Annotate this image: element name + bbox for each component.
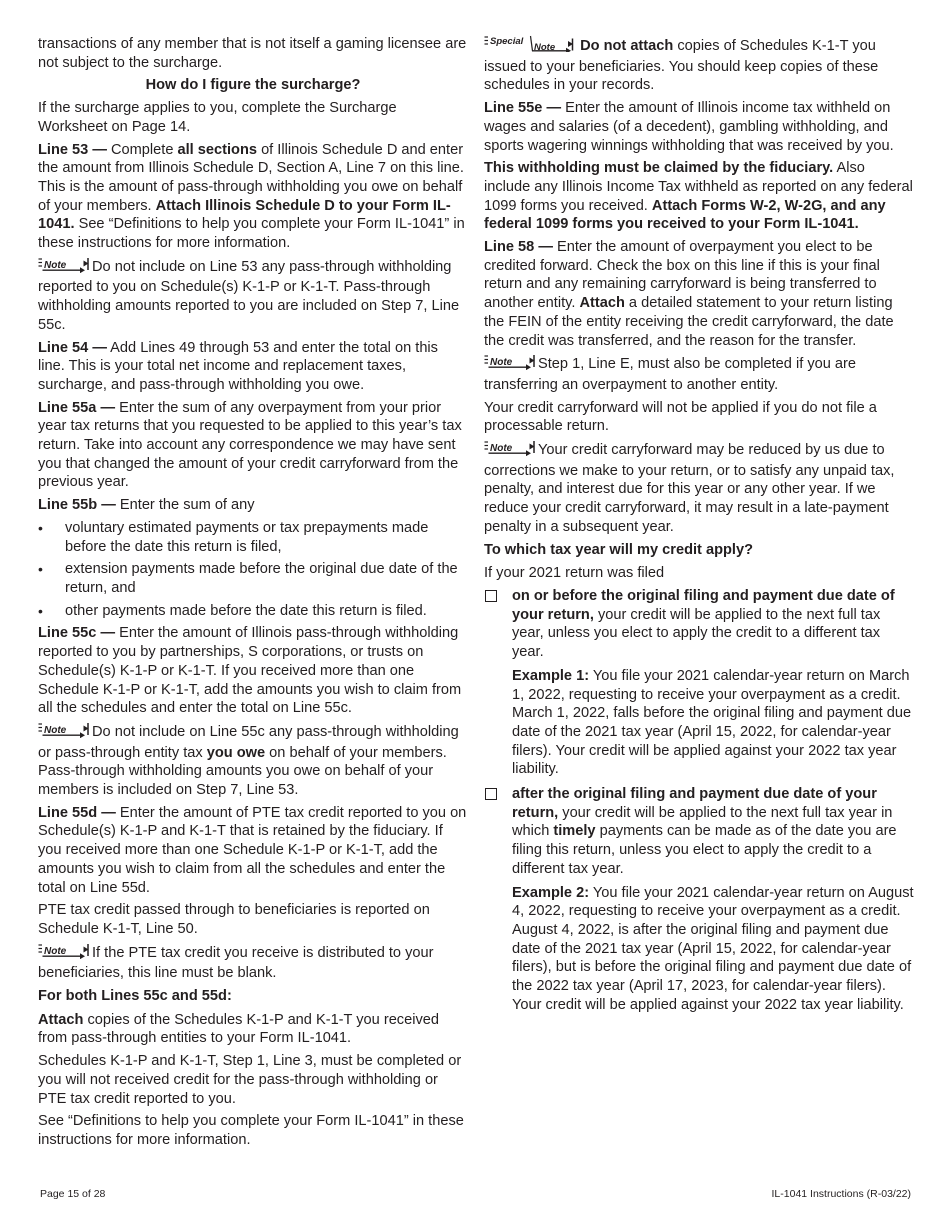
note-paragraph-2 <box>38 722 468 800</box>
special-note-text: copies of Schedules K-1-T you issued to your beneficiaries. You should keep copies of these schedules in your records. <box>484 38 879 94</box>
line-53-label: Line 53 — <box>38 141 107 158</box>
line-55d-text: Enter the amount of PTE tax credit reported to you on Schedule(s) K-1-P and K-1-T that is retained by the fiduciary. If you received more than one Schedule K-1-P or K-1-T, add the amounts you wish to claim from all the schedules and enter the total on Line 55d. <box>38 804 467 896</box>
example-2-label: Example 2: <box>512 884 590 901</box>
note-2-text-1: Do not include on Line 55c any pass-through withholding or pass-through entity tax <box>38 723 459 761</box>
note-2-text-2: on behalf of your members. Pass-through withholding amounts you owe on behalf of your members is included on Step 7, Line 53. <box>38 744 447 799</box>
list-item-text: other payments made before the date this return is filed. <box>65 602 427 619</box>
example-2-paragraph <box>512 884 914 1015</box>
line-55c-text: Enter the amount of Illinois pass-through withholding reported to you by partnerships, S corporations, or trusts on Schedule(s) K-1-P or K-1-T. If you received more than one Schedule K-1-P or K-1-T, add the amounts you wish to claim from all the schedules and enter the total on Line 55c. <box>38 625 462 717</box>
note-icon-label: Note <box>44 945 67 957</box>
left-column <box>38 35 468 1154</box>
line-55c-paragraph <box>38 624 468 718</box>
line-53-bold-1: all sections <box>177 141 258 158</box>
withholding-bold-2: Attach Forms W-2, W-2G, and any federal 1099 forms you received to your Form IL-1041. <box>484 197 886 233</box>
example-1-label: Example 1: <box>512 667 590 684</box>
line-55e-label: Line 55e — <box>484 100 562 117</box>
example-2-text: You file your 2021 calendar-year return on August 4, 2022, requesting to receive your overpayment as a credit. August 4, 2022, is after the original filing and payment due date of the 2021 tax year (April 15, 2022, for calendar-year filers), but is before the original filing and payment due date of the 2022 tax year (April 17, 2023, for calendar-year filers). Your credit will be applied against your 2022 tax year liability. <box>512 884 914 1013</box>
withholding-text: Also include any Illinois Income Tax withheld as reported on any federal 1099 forms you received. <box>484 160 913 214</box>
note-icon <box>38 943 90 965</box>
line-53-bold-2: Attach Illinois Schedule D to your Form IL-1041. <box>38 197 451 233</box>
see-definitions-paragraph: See “Definitions to help you complete your Form IL-1041” in these instructions for more information. <box>38 1113 464 1148</box>
note-2-bold: you owe <box>206 744 266 761</box>
line-54-text: Add Lines 49 through 53 and enter the total on this line. This is your total net income and replacement taxes, surcharge, and pass-through withholding you owe. <box>38 339 438 393</box>
example-1-paragraph <box>512 667 914 779</box>
line-54-paragraph <box>38 339 468 395</box>
line-54-label: Line 54 — <box>38 339 107 356</box>
note-1-text: Do not include on Line 53 any pass-through withholding reported to you on Schedule(s) K-1-P or K-1-T. Pass-through withholding amounts reported to you are included on Step 7, Line 55c. <box>38 258 460 333</box>
list-item-text: extension payments made before the original due date of the return, and <box>65 561 458 596</box>
attach-paragraph <box>38 1011 468 1048</box>
checkbox-list <box>484 587 914 662</box>
page-number: Page 15 of 28 <box>40 1188 106 1200</box>
note-icon-label: Note <box>490 357 513 369</box>
line-53-text-1: Complete <box>106 141 178 158</box>
line-55d-paragraph <box>38 804 468 898</box>
list-item <box>484 587 914 662</box>
list-item <box>38 602 468 621</box>
check-2-bold-1: after the original filing and payment due date of your return, <box>512 786 877 821</box>
list-item <box>38 560 468 597</box>
line-55b-text: Enter the sum of any <box>115 497 255 514</box>
special-note-paragraph <box>484 35 914 95</box>
attach-text: copies of the Schedules K-1-P and K-1-T you received from pass-through entities to your Form IL-1041. <box>38 1011 439 1047</box>
if-filed-paragraph: If your 2021 return was filed <box>484 565 665 582</box>
check-1-bold: on or before the original filing and payment due date of your return, <box>512 587 895 623</box>
pte-paragraph: PTE tax credit passed through to beneficiaries is reported on Schedule K-1-T, Line 50. <box>38 902 430 937</box>
surcharge-heading: How do I figure the surcharge? <box>145 77 361 94</box>
bullet-icon: • <box>38 561 43 578</box>
line-58-paragraph <box>484 238 914 350</box>
line-55a-label: Line 55a — <box>38 399 116 416</box>
line-55e-text: Enter the amount of Illinois income tax withheld on wages and salaries (of a decedent), gambling withholding, and sports wagering winnings withholding that was received by you. <box>484 100 894 154</box>
list-item <box>484 785 914 879</box>
carryforward-paragraph: Your credit carryforward will not be applied if you do not file a processable return. <box>484 399 877 435</box>
line-53-paragraph <box>38 141 468 253</box>
note-icon-label: Note <box>490 443 513 455</box>
note-3-text: If the PTE tax credit you receive is distributed to your beneficiaries, this line must be blank. <box>38 944 434 982</box>
right-column <box>484 35 914 1020</box>
line-55e-paragraph <box>484 99 914 155</box>
line-55b-paragraph <box>38 496 468 515</box>
bullet-icon: • <box>38 519 43 536</box>
note-icon-label: Note <box>44 259 67 271</box>
check-1-text: your credit will be applied to the next full tax year, unless you elect to apply the credit to a different tax year. <box>512 606 881 661</box>
line-53-text-2: of Illinois Schedule D and enter the amount from Illinois Schedule D, Section A, Line 7 on this line. This is the amount of pass-through withholding you owe on behalf of your members. <box>38 141 464 214</box>
which-year-heading: To which tax year will my credit apply? <box>484 541 753 558</box>
note-icon-label: Note <box>44 724 67 736</box>
special-note-icon <box>484 35 574 58</box>
note-icon <box>38 257 90 279</box>
line-55a-text: Enter the sum of any overpayment from your prior year tax returns that you requested to be applied to this year’s tax return. Take into account any correspondence we may have sent you that changed the amount of your credit carryforward from the previous year. <box>38 399 462 491</box>
line-58-text-1: Enter the amount of overpayment you elect to be credited forward. Check the box on this line if this is your final return and any remaining carryforward is being transferred to another entity. <box>484 239 880 312</box>
line-58-text-2: a detailed statement to your return listing the FEIN of the entity receiving the credit carryforward, the date the credit was transferred, and the reason for the transfer. <box>484 295 894 349</box>
intro-paragraph: transactions of any member that is not itself a gaming licensee are not subject to the surcharge. <box>38 36 467 71</box>
note-paragraph-3 <box>38 943 468 983</box>
form-id: IL-1041 Instructions (R-03/22) <box>771 1188 911 1200</box>
checkbox-list <box>484 785 914 879</box>
note-5-text: Your credit carryforward may be reduced by us due to corrections we make to your return, or to satisfy any unpaid tax, penalty, and interest due for this year or any other year. If we reduce your credit carryforward, it may result in a late-payment penalty in a subsequent year. <box>484 442 895 535</box>
line-55a-paragraph <box>38 399 468 493</box>
line-55b-label: Line 55b — <box>38 497 116 514</box>
attach-bold: Attach <box>38 1011 84 1028</box>
special-note-bold: Do not attach <box>580 38 674 54</box>
special-icon-label: Special <box>490 36 524 47</box>
note-icon-label: Note <box>534 42 556 52</box>
note-icon <box>38 722 90 744</box>
check-2-bold-2: timely <box>553 823 596 840</box>
list-item <box>38 519 468 556</box>
line-53-text-3: See “Definitions to help you complete your Form IL-1041” in these instructions for more information. <box>38 216 465 252</box>
bullet-icon: • <box>38 602 43 619</box>
example-1-text: You file your 2021 calendar-year return on March 1, 2022, requesting to receive your overpayment as a credit. March 1, 2022, falls before the original filing and payment due date of the 2021 tax year (April 15, 2022, for calendar-year filers). Your credit will be applied against your 2022 tax year liability. <box>512 667 912 778</box>
line-55d-label: Line 55d — <box>38 804 116 821</box>
line-58-bold: Attach <box>579 295 625 312</box>
note-icon <box>484 354 536 376</box>
checkbox-icon <box>485 788 497 800</box>
note-paragraph-4 <box>484 354 914 394</box>
list-item-text: voluntary estimated payments or tax prepayments made before the date this return is filed, <box>65 519 429 555</box>
withholding-bold-1: This withholding must be claimed by the fiduciary. <box>484 160 834 177</box>
note-paragraph-1 <box>38 257 468 335</box>
note-icon <box>484 440 536 462</box>
note-4-text: Step 1, Line E, must also be completed if you are transferring an overpayment to another entity. <box>484 356 856 393</box>
check-2-text-1: your credit will be applied to the next full tax year in which <box>512 804 893 840</box>
checkbox-icon <box>485 590 497 602</box>
withholding-paragraph <box>484 159 914 234</box>
check-2-text-2: payments can be made as of the date you are filing this return, unless you elect to apply the credit to a different tax year. <box>512 823 897 877</box>
note-paragraph-5 <box>484 440 914 537</box>
schedules-paragraph: Schedules K-1-P and K-1-T, Step 1, Line 3, must be completed or you will not received credit for the pass-through withholding or PTE tax credit reported to you. <box>38 1053 462 1107</box>
line-55b-bullet-list <box>38 519 468 621</box>
line-55c-label: Line 55c — <box>38 625 116 642</box>
line-58-label: Line 58 — <box>484 239 553 256</box>
both-lines-heading: For both Lines 55c and 55d: <box>38 988 232 1005</box>
surcharge-paragraph: If the surcharge applies to you, complete the Surcharge Worksheet on Page 14. <box>38 100 397 135</box>
